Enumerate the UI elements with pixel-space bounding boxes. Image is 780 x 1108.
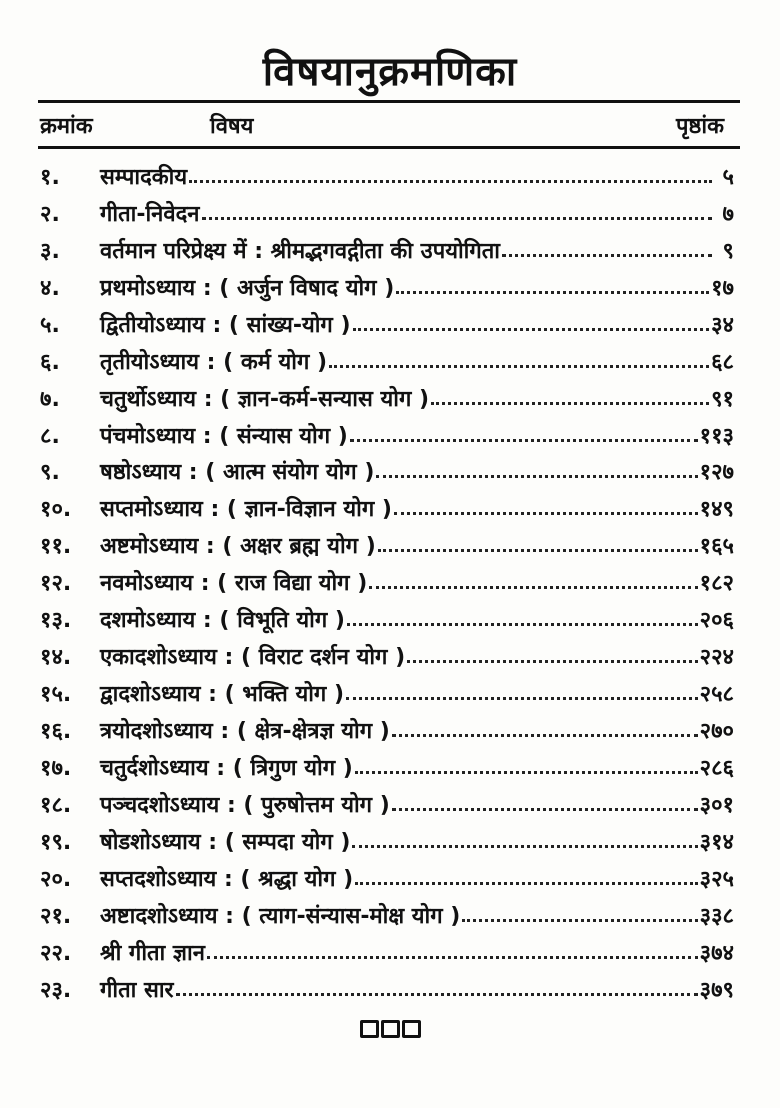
entry-number: १२. xyxy=(40,571,72,597)
entry-page: १८२ xyxy=(699,571,734,597)
entry-title: दशमोऽध्याय : ( विभूति योग ) xyxy=(100,608,345,634)
dot-leader xyxy=(176,993,698,996)
dot-leader xyxy=(202,217,713,220)
dot-leader xyxy=(207,956,698,959)
entry-page: २५८ xyxy=(699,682,734,708)
dot-leader xyxy=(378,549,698,552)
entry-number: १. xyxy=(40,164,60,190)
dot-leader xyxy=(392,734,698,737)
entry-title: त्रयोदशोऽध्याय : ( क्षेत्र-क्षेत्रज्ञ योग ) xyxy=(100,719,390,744)
entry-title: द्वितीयोऽध्याय : ( सांख्य-योग ) xyxy=(100,312,351,338)
toc-entry[interactable] xyxy=(40,339,734,376)
entry-number: २०. xyxy=(40,866,72,892)
toc-entry[interactable] xyxy=(40,191,734,228)
entry-number: १८. xyxy=(40,792,72,818)
toc-entry[interactable] xyxy=(40,413,734,450)
entry-number: ४. xyxy=(40,275,60,301)
entry-title: गीता सार xyxy=(100,977,174,1003)
toc-header xyxy=(40,110,724,140)
dot-leader xyxy=(189,180,712,183)
entry-page: ७ xyxy=(722,201,734,227)
dot-leader xyxy=(392,808,698,811)
toc-entry[interactable] xyxy=(40,893,734,930)
entry-number: २२. xyxy=(40,940,72,966)
entry-number: १९. xyxy=(40,829,72,855)
entry-title: श्री गीता ज्ञान xyxy=(100,940,205,966)
dot-leader xyxy=(353,328,710,331)
entry-number: ६. xyxy=(40,349,60,375)
entry-number: १७. xyxy=(40,755,72,781)
entry-page: ३३८ xyxy=(699,903,734,929)
dot-leader xyxy=(352,845,697,848)
toc-entry[interactable] xyxy=(40,265,734,302)
entry-number: २१. xyxy=(40,903,72,929)
dot-leader xyxy=(407,660,698,663)
toc-entry[interactable] xyxy=(40,819,734,856)
entry-title: षोडशोऽध्याय : ( सम्पदा योग ) xyxy=(100,829,351,855)
entry-number: १५. xyxy=(40,682,72,708)
entry-page: ३२५ xyxy=(699,866,734,892)
entry-page: १२७ xyxy=(699,460,734,486)
entry-title: प्रथमोऽध्याय : ( अर्जुन विषाद योग ) xyxy=(100,275,395,301)
toc-list xyxy=(40,154,734,1004)
dot-leader xyxy=(502,254,712,257)
entry-page: ३७९ xyxy=(699,977,734,1003)
entry-page: ६८ xyxy=(711,349,734,375)
dot-leader xyxy=(329,365,709,368)
square-ornament-icon xyxy=(360,1020,379,1038)
entry-page: ९१ xyxy=(711,386,734,412)
entry-number: १०. xyxy=(40,497,72,523)
toc-entry[interactable] xyxy=(40,523,734,560)
serial-column-header: क्रमांक xyxy=(40,114,93,139)
toc-entry[interactable] xyxy=(40,560,734,597)
entry-page: ९ xyxy=(722,238,734,264)
end-marker xyxy=(0,1020,780,1042)
page-title: विषयानुक्रमणिका xyxy=(262,49,518,95)
toc-entry[interactable] xyxy=(40,154,734,191)
entry-page: १६५ xyxy=(699,534,734,560)
dot-leader xyxy=(355,771,698,774)
entry-page: २२४ xyxy=(699,645,734,671)
entry-number: ५. xyxy=(40,312,60,338)
toc-entry[interactable] xyxy=(40,671,734,708)
dot-leader xyxy=(355,882,697,885)
entry-title: पंचमोऽध्याय : ( संन्यास योग ) xyxy=(100,423,348,449)
entry-title: चतुर्थोऽध्याय : ( ज्ञान-कर्म-सन्यास योग ) xyxy=(100,386,430,412)
entry-title: नवमोऽध्याय : ( राज विद्या योग ) xyxy=(100,571,368,597)
entry-title: चतुर्दशोऽध्याय : ( त्रिगुण योग ) xyxy=(100,755,353,781)
subject-column-header: विषय xyxy=(210,114,254,139)
entry-title: सम्पादकीय xyxy=(100,164,188,190)
entry-number: १६. xyxy=(40,719,72,744)
toc-entry[interactable] xyxy=(40,745,734,782)
square-ornament-icon xyxy=(381,1020,400,1038)
entry-page: २०६ xyxy=(699,608,734,634)
entry-page: २८६ xyxy=(699,755,734,781)
toc-entry[interactable] xyxy=(40,967,734,1004)
entry-title: षष्ठोऽध्याय : ( आत्म संयोग योग ) xyxy=(100,460,375,486)
dot-leader xyxy=(369,586,697,589)
entry-title: अष्टादशोऽध्याय : ( त्याग-संन्यास-मोक्ष योग ) xyxy=(100,903,461,929)
dot-leader xyxy=(396,291,709,294)
header-top-rule xyxy=(38,100,740,103)
entry-page: २७० xyxy=(699,719,734,744)
entry-title: पञ्चदशोऽध्याय : ( पुरुषोत्तम योग ) xyxy=(100,792,390,818)
entry-page: ५ xyxy=(722,164,734,190)
entry-title: अष्टमोऽध्याय : ( अक्षर ब्रह्म योग ) xyxy=(100,534,376,560)
entry-page: १४९ xyxy=(699,497,734,523)
entry-page: ११३ xyxy=(699,423,734,449)
entry-title: तृतीयोऽध्याय : ( कर्म योग ) xyxy=(100,349,328,375)
dot-leader xyxy=(346,697,698,700)
entry-number: ३. xyxy=(40,238,60,264)
entry-title: द्वादशोऽध्याय : ( भक्ति योग ) xyxy=(100,682,344,708)
entry-number: ९. xyxy=(40,460,60,486)
toc-entry[interactable] xyxy=(40,302,734,339)
dot-leader xyxy=(431,402,709,405)
dot-leader xyxy=(350,439,698,442)
toc-entry[interactable] xyxy=(40,782,734,819)
entry-number: १३. xyxy=(40,608,72,634)
entry-number: २. xyxy=(40,201,60,227)
header-bottom-rule xyxy=(38,146,740,149)
entry-page: ३१४ xyxy=(699,829,734,855)
dot-leader xyxy=(462,919,697,922)
dot-leader xyxy=(347,623,698,626)
entry-page: ३७४ xyxy=(699,940,734,966)
toc-entry[interactable] xyxy=(40,376,734,413)
toc-entry[interactable] xyxy=(40,856,734,893)
entry-title: गीता-निवेदन xyxy=(100,201,200,227)
toc-entry[interactable] xyxy=(40,450,734,487)
entry-title: सप्तमोऽध्याय : ( ज्ञान-विज्ञान योग ) xyxy=(100,497,392,523)
dot-leader xyxy=(376,475,697,478)
entry-number: ११. xyxy=(40,534,72,560)
toc-entry[interactable] xyxy=(40,634,734,671)
page-column-header: पृष्ठांक xyxy=(675,114,724,139)
toc-entry[interactable] xyxy=(40,228,734,265)
entry-number: २३. xyxy=(40,977,72,1003)
entry-page: ३४ xyxy=(711,312,734,338)
entry-number: ७. xyxy=(40,386,60,412)
toc-entry[interactable] xyxy=(40,708,734,745)
entry-title: वर्तमान परिप्रेक्ष्य में : श्रीमद्भगवद्गीता की उपयोगिता xyxy=(100,238,501,264)
entry-page: ३०१ xyxy=(699,792,734,818)
entry-title: एकादशोऽध्याय : ( विराट दर्शन योग ) xyxy=(100,645,406,671)
entry-page: १७ xyxy=(711,275,734,301)
toc-entry[interactable] xyxy=(40,597,734,634)
entry-number: ८. xyxy=(40,423,60,449)
toc-entry[interactable] xyxy=(40,930,734,967)
dot-leader xyxy=(394,512,698,515)
square-ornament-icon xyxy=(402,1020,421,1038)
entry-title: सप्तदशोऽध्याय : ( श्रद्धा योग ) xyxy=(100,866,354,892)
toc-entry[interactable] xyxy=(40,486,734,523)
entry-number: १४. xyxy=(40,645,72,671)
